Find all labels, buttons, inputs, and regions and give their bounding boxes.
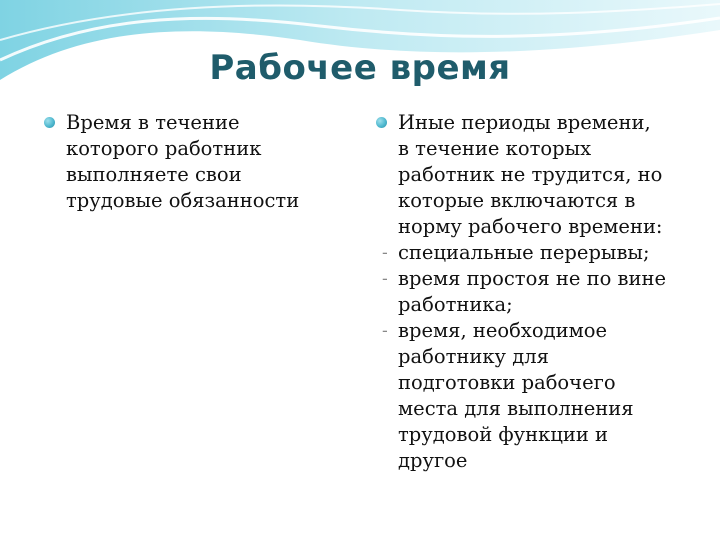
left-column [44, 110, 344, 214]
dash-marker: - [382, 269, 388, 289]
right-intro-line: норму рабочего времени: [398, 215, 663, 238]
slide-title: Рабочее время [209, 48, 511, 88]
bullet-icon [376, 117, 387, 128]
bullet-icon [44, 117, 55, 128]
dash-item-line: время простоя не по вине [398, 267, 667, 290]
left-text-line: Время в течение [66, 111, 240, 134]
right-intro-line: работник не трудится, но [398, 163, 663, 186]
dash-item-line: подготовки рабочего [398, 371, 616, 394]
right-intro-line: которые включаются в [398, 189, 636, 212]
dash-list-item [376, 318, 706, 474]
dash-item-line: специальные перерывы; [398, 241, 650, 264]
dash-item-line: время, необходимое [398, 319, 608, 342]
right-bullet-item [376, 110, 706, 240]
left-text-line: которого работник [66, 137, 262, 160]
dash-item-line: работнику для [398, 345, 549, 368]
dash-item-line: трудовой функции и [398, 423, 609, 446]
dash-list-item [376, 240, 706, 266]
left-text-line: трудовые обязанности [66, 189, 300, 212]
dash-item-line: работника; [398, 293, 513, 316]
dash-marker: - [382, 243, 388, 263]
dash-marker: - [382, 321, 388, 341]
left-bullet-item [44, 110, 344, 214]
dash-item-line: другое [398, 449, 468, 472]
left-text-line: выполняете свои [66, 163, 242, 186]
right-intro-line: в течение которых [398, 137, 592, 160]
dash-list-item [376, 266, 706, 318]
right-column [376, 110, 706, 474]
right-intro-line: Иные периоды времени, [398, 111, 651, 134]
dash-item-line: места для выполнения [398, 397, 634, 420]
